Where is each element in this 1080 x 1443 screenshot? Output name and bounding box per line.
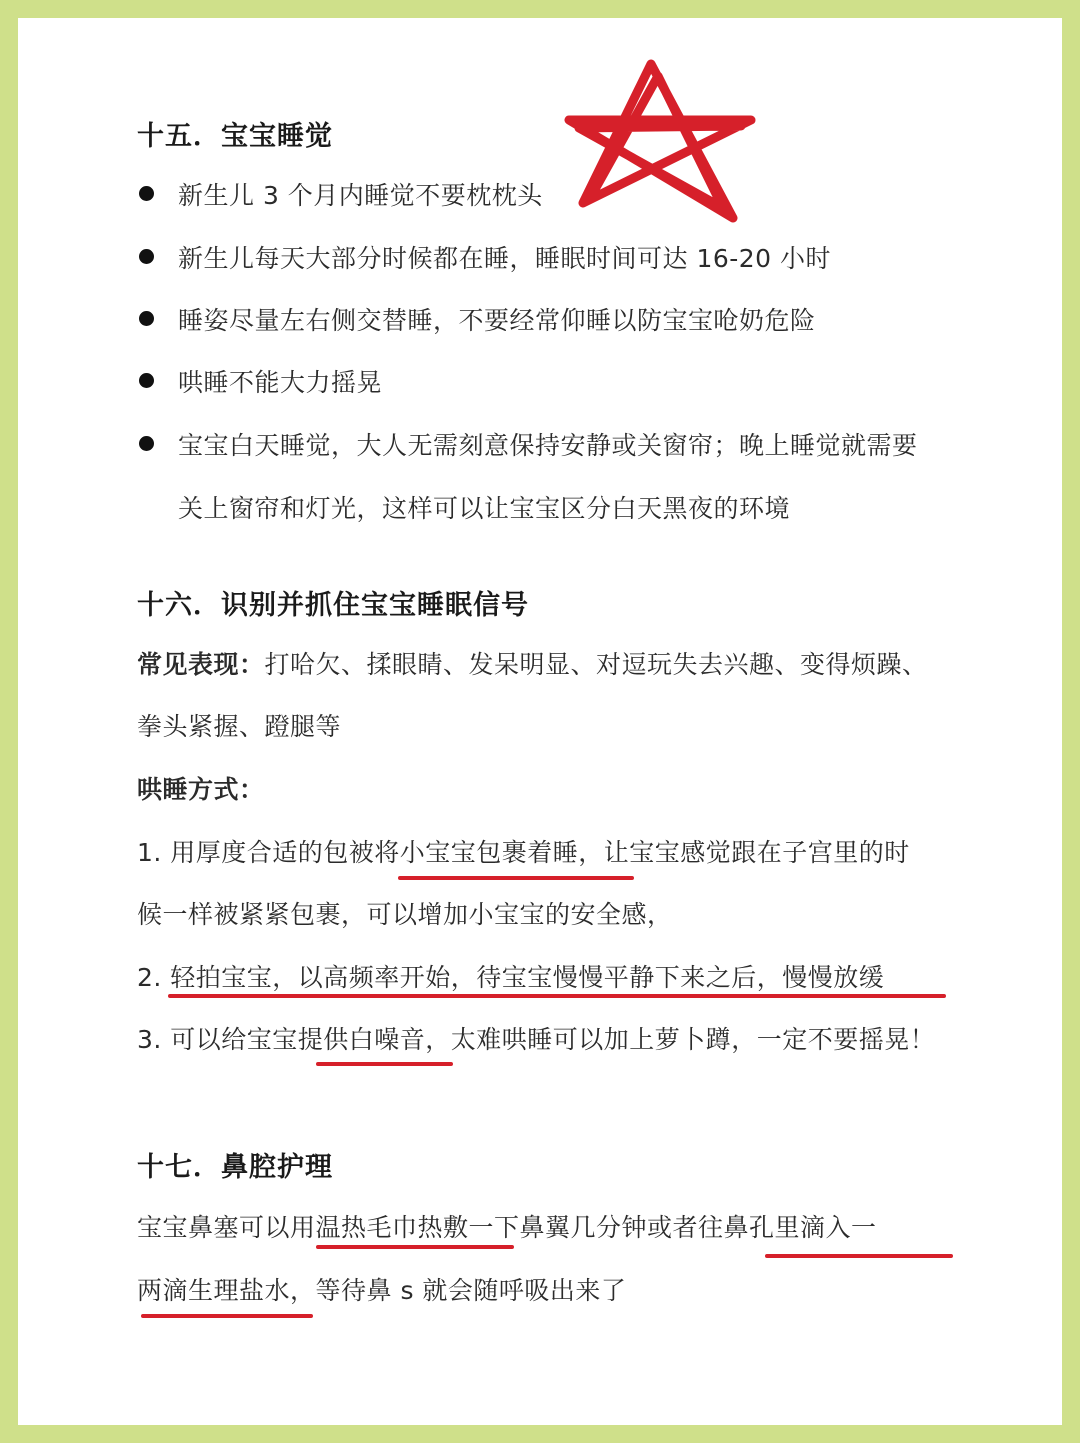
nasal-care-paragraph: 宝宝鼻塞可以用温热毛巾热敷一下鼻翼几分钟或者往鼻孔里滴入一 — [137, 1213, 877, 1242]
red-underline — [765, 1254, 953, 1258]
bullet-item: 宝宝白天睡觉，大人无需刻意保持安静或关窗帘；晚上睡觉就需要 — [178, 431, 918, 460]
nasal-care-paragraph-continued: 两滴生理盐水，等待鼻 s 就会随呼吸出来了 — [137, 1276, 627, 1305]
bullet-item: 哄睡不能大力摇晃 — [178, 368, 383, 397]
red-underline — [316, 1062, 453, 1066]
signs-label: 常见表现： — [137, 650, 265, 679]
bullet-item: 新生儿 3 个月内睡觉不要枕枕头 — [178, 181, 543, 210]
bullet-dot — [139, 249, 154, 264]
section-15-title: 十五．宝宝睡觉 — [137, 121, 333, 152]
method-item-2: 2. 轻拍宝宝，以高频率开始，待宝宝慢慢平静下来之后，慢慢放缓 — [137, 963, 885, 992]
section-16-title: 十六．识别并抓住宝宝睡眠信号 — [137, 590, 529, 621]
red-underline — [398, 876, 634, 880]
bullet-item: 新生儿每天大部分时候都在睡，睡眠时间可达 16-20 小时 — [178, 244, 832, 273]
section-17-title: 十七．鼻腔护理 — [137, 1152, 333, 1183]
red-underline — [141, 1314, 313, 1318]
bullet-dot — [139, 373, 154, 388]
document-page — [18, 18, 1062, 1425]
method-item-1-continued: 候一样被紧紧包裹，可以增加小宝宝的安全感， — [137, 900, 673, 929]
bullet-item-continued: 关上窗帘和灯光，这样可以让宝宝区分白天黑夜的环境 — [178, 494, 791, 523]
hand-drawn-red-star-icon — [563, 58, 763, 238]
signs-paragraph — [137, 645, 928, 681]
bullet-dot — [139, 436, 154, 451]
bullet-dot — [139, 311, 154, 326]
method-item-3: 3. 可以给宝宝提供白噪音，太难哄睡可以加上萝卜蹲，一定不要摇晃！ — [137, 1025, 936, 1054]
red-underline — [316, 1245, 514, 1249]
signs-text-continued: 拳头紧握、蹬腿等 — [137, 712, 342, 741]
bullet-dot — [139, 186, 154, 201]
method-item-1: 1. 用厚度合适的包被将小宝宝包裹着睡，让宝宝感觉跟在子宫里的时 — [137, 838, 910, 867]
signs-text: 打哈欠、揉眼睛、发呆明显、对逗玩失去兴趣、变得烦躁、 — [264, 650, 928, 679]
bullet-item: 睡姿尽量左右侧交替睡，不要经常仰睡以防宝宝呛奶危险 — [178, 306, 816, 335]
red-underline — [168, 994, 946, 998]
method-label: 哄睡方式： — [137, 775, 265, 804]
